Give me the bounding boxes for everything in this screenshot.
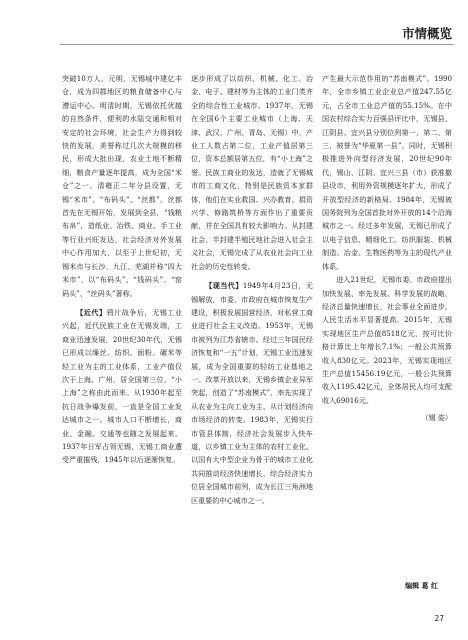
paragraph [62, 306, 182, 467]
paragraph: 产生最大示范作用的“苏南模式”。1990年，全市乡镇工业企业总产值247.55亿元，占全市工业总产值的55.15%。在中国农村综合实力百强县评比中，无锡县、江阴县、宜兴县分别位列第一、第二、第三，被誉为“华夏第一县”。同时，无锡积极推进外向型经济发展，20世纪90年代，锡山、江阴、宜兴三县（市）获准撤县设市，利用外资规模逐年扩大，形成了开放型经济的新格局。1984年，无锡被国务院列为全国首批对外开放的14个沿海城市之一。经过多年发展，无锡已形成了以电子信息、精细化工、纺织服装、机械制造、冶金、生物医药等为主的现代产业体系。 [322, 74, 452, 271]
text-column-2 [191, 72, 313, 602]
text-column-1 [62, 72, 182, 602]
page-number: 27 [434, 614, 444, 623]
author-signature: （锡 姿） [421, 413, 452, 423]
section-title: 市情概览 [401, 26, 452, 41]
paragraph [191, 279, 313, 507]
paragraph: 进入21世纪，无锡市委、市政府提出加快发展、率先发展、科学发展的战略，经济总量快速增长，社会事业全面进步，人民生活水平显著提高。2015年，无锡实现地区生产总值8518亿元，按可比价格计算比上年增长7.1%；一般公共预算收入830亿元。2023年，无锡实现地区生产总值15456.19亿元，一般公共预算收入1195.42亿元，全体居民人均可支配收入69016元。 [322, 275, 452, 405]
paragraph: 逐步形成了以纺织、机械、化工、冶金、电子、建材等为主体的工业门类齐全的综合性工业城市。1937年，无锡在全国6个主要工业城市（上海、天津、武汉、广州、青岛、无锡）中，产业工人数占第二位，工业产值居第三位，资本总额居第五位，有“小上海”之誉。民族工商业的发达，造就了无锡城市的工商文化，特别是民族资本家群体，他们在实业救国、兴办教育、捐资兴学、修路筑桥等方面作出了重要贡献，并在全国具有较大影响力。从封建社会、半封建半殖民地社会进入社会主义社会，无锡完成了从农业社会向工业社会的历史性转变。 [191, 74, 313, 271]
section-tag-modern: 【近代】 [76, 307, 107, 317]
paragraph-text: 1949年4月23日，无锡解放，市委、市政府在城市恢复生产建设，积极发展国营经济，对私营工商业进行社会主义改造。1953年，无锡市被列为江苏省辖市。经过三年国民经济恢复和“一五”计划，无锡工业迅速发展，成为全国重要的轻纺工业基地之一。改革开放以来，无锡乡镇企业异军突起，创造了“苏南模式”，率先实现了从农业为主向工业为主、从计划经济向市场经济的转变。1983年，无锡实行市管县体制，经济社会发展步入快车道，以乡镇工业为主体的农村工业化、以国有大中型企业为骨干的城市工业化共同推动经济快速增长，综合经济实力位居全国城市前列，成为长江三角洲地区重要的中心城市之一。 [191, 281, 313, 505]
text-column-3 [322, 72, 452, 602]
header-divider [60, 44, 454, 45]
page-header [0, 0, 468, 62]
paragraph: 突破10万人。元明，无锡城中建亿丰仓，成为四郡地区的粮食储备中心与漕运中心。明清时期，无锡依托优越的自然条件，便利的水陆交通和相对安定的社会环境，社会生产力得到较快的发展，美誉称过几次大规模的移民，形成大批出现，农业土地不断精细，粮食产量逐年提高，成为全国“米仓”之一。清雍正二年分县设置，无锡“米市”、“布码头”、“丝都”。丝都首先在无锡开始，发展到全县，“钱粮布帛”，造纸业、冶铁、商业、手工业等行业兴旺发达，社会经济对外发展中心作用加大，以至于上世纪初，无锡米市与长沙、九江、芜湖并称“四大米市”，以“布码头”、“钱码头”、“窑码头”、“丝码头”著称。 [62, 74, 182, 298]
section-tag-contemporary: 【现当代】 [205, 281, 243, 291]
editor-credit: 编辑 葛 红 [405, 582, 438, 590]
paragraph-text: 鸦片战争后，无锡工业兴起，近代民族工业在无锡发端，工商业迅速发展，20世纪30年代，无锡已形成以缫丝、纺织、面粉、碾米等轻工业为主的工业体系，工业产值仅次于上海、广州，居全国第三位，“小上海”之称由此而来。从1930年起至抗日战争爆发前，一直是全国工业发达城市之一。城市人口不断增长，商业、金融、交通等也随之发展起来。1937年日军占领无锡，无锡工商业遭受严重摧残，1945年以后逐渐恢复。 [62, 307, 182, 465]
